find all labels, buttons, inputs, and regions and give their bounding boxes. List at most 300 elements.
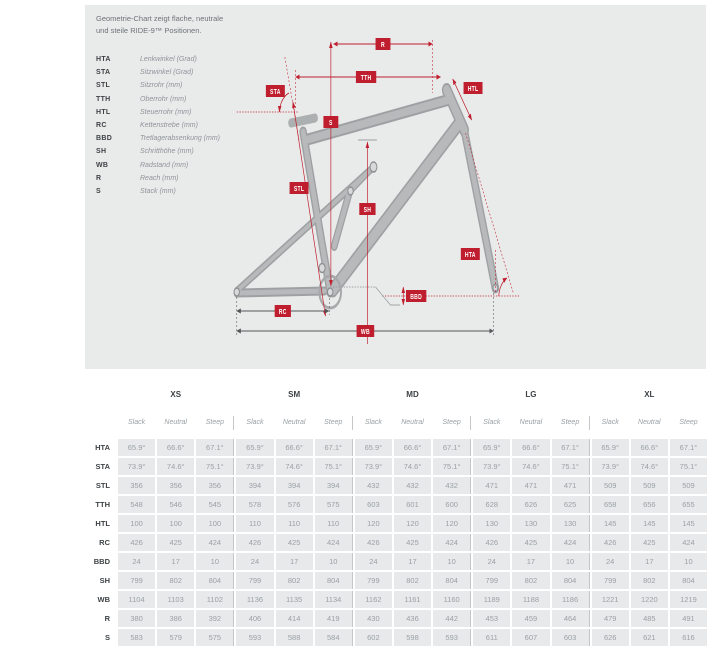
table-cell: 1186 [552,591,589,608]
table-cell: 471 [473,477,510,494]
table-cell: 414 [276,610,313,627]
row-label: HTL [95,519,110,528]
legend [96,53,220,198]
table-cell: 100 [196,515,233,532]
size-group [352,477,470,494]
table-cell: 802 [394,572,431,589]
table-cell: 75.1° [196,458,233,475]
legend-abbr: HTA [96,56,111,64]
size-header: XL [644,390,655,399]
table-cell: 75.1° [315,458,352,475]
legend-row [96,93,220,106]
table-cell: 799 [355,572,392,589]
table-cell: 655 [670,496,707,513]
position-header: Neutral [164,419,187,426]
table-cell: 432 [433,477,470,494]
legend-desc: Oberrohr (mm) [140,95,187,103]
size-group [115,610,233,627]
table-cell: 611 [473,629,510,646]
size-group [233,388,351,402]
size-group [470,534,588,551]
table-cell: 145 [631,515,668,532]
table-cell: 1103 [157,591,194,608]
table-cell: 75.1° [552,458,589,475]
legend-row [96,145,220,158]
table-row [85,439,707,456]
table-cell: 424 [552,534,589,551]
table-cell: 66.6° [276,439,313,456]
table-cell: 66.6° [157,439,194,456]
table-cell: 24 [473,553,510,570]
table-cell: 17 [512,553,549,570]
size-group [352,591,470,608]
size-group [589,629,707,646]
table-cell: 583 [118,629,155,646]
table-cell: 73.9° [355,458,392,475]
table-cell: 603 [552,629,589,646]
table-cell: 426 [236,534,273,551]
table-body [85,439,707,646]
table-cell: 802 [631,572,668,589]
table-cell: 425 [512,534,549,551]
badge-wb [357,325,375,337]
table-cell: 24 [236,553,273,570]
table-cell: 1104 [118,591,155,608]
legend-row [96,66,220,79]
table-cell: 1188 [512,591,549,608]
table-cell: 110 [315,515,352,532]
row-label: HTA [95,443,110,452]
position-header: Slack [128,419,146,426]
table-cell: 509 [631,477,668,494]
table-cell: 578 [236,496,273,513]
position-header: Slack [483,419,501,426]
table-cell: 145 [592,515,629,532]
size-group [470,458,588,475]
badge-hta [461,248,480,260]
badge-bbd-label: BBD [410,293,423,302]
size-group [115,572,233,589]
table-cell: 24 [355,553,392,570]
badge-sta [266,85,285,97]
table-cell: 509 [592,477,629,494]
table-cell: 584 [315,629,352,646]
size-group [470,515,588,532]
table-cell: 603 [355,496,392,513]
table-cell: 424 [315,534,352,551]
table-cell: 432 [355,477,392,494]
badge-r [376,38,391,50]
badge-s-label: S [329,119,333,128]
table-cell: 1220 [631,591,668,608]
table-cell: 65.9° [236,439,273,456]
badge-hta-label: HTA [464,251,476,260]
table-cell: 598 [394,629,431,646]
table-row [85,572,707,589]
size-header-row [85,388,707,402]
table-cell: 10 [552,553,589,570]
size-group [352,629,470,646]
size-header: XS [170,390,182,399]
legend-abbr: WB [96,161,109,169]
size-group [233,534,351,551]
table-cell: 73.9° [473,458,510,475]
table-cell: 442 [433,610,470,627]
table-cell: 545 [196,496,233,513]
table-cell: 425 [631,534,668,551]
table-cell: 394 [236,477,273,494]
position-header: Neutral [282,419,306,426]
table-cell: 548 [118,496,155,513]
size-group [470,496,588,513]
table-cell: 509 [670,477,707,494]
badge-sh-label: SH [363,206,372,215]
table-cell: 65.9° [118,439,155,456]
table-cell: 425 [394,534,431,551]
row-label: STL [95,481,110,490]
row-label-spacer [85,416,115,430]
size-group [233,439,351,456]
badge-stl [290,182,309,194]
table-cell: 626 [592,629,629,646]
table-cell: 24 [592,553,629,570]
table-cell: 110 [276,515,313,532]
table-cell: 426 [355,534,392,551]
size-header: MD [406,390,419,399]
size-header: SM [288,390,301,399]
size-group [589,553,707,570]
geometry-panel [85,5,706,369]
legend-abbr: TTH [96,95,111,103]
size-group [115,553,233,570]
table-cell: 799 [118,572,155,589]
position-group [470,416,588,430]
legend-abbr: S [96,187,101,195]
badge-rc [275,305,291,317]
table-cell: 616 [670,629,707,646]
table-cell: 485 [631,610,668,627]
legend-desc: Kettenstrebe (mm) [140,122,198,130]
table-cell: 471 [512,477,549,494]
table-cell: 602 [355,629,392,646]
table-row [85,629,707,646]
table-cell: 459 [512,610,549,627]
table-cell: 426 [473,534,510,551]
table-cell: 100 [118,515,155,532]
position-header: Steep [679,419,698,426]
table-cell: 110 [236,515,273,532]
size-group [589,388,707,402]
table-cell: 464 [552,610,589,627]
row-label-spacer [85,388,115,402]
table-cell: 67.1° [433,439,470,456]
badge-htl [464,82,483,94]
size-group [589,477,707,494]
legend-desc: Reach (mm) [140,174,179,182]
table-cell: 471 [552,477,589,494]
position-header: Steep [442,419,461,426]
table-cell: 1162 [355,591,392,608]
table-cell: 424 [433,534,470,551]
saddle [288,113,318,128]
row-label: SH [99,576,110,585]
table-cell: 601 [394,496,431,513]
table-cell: 67.1° [552,439,589,456]
legend-row [96,119,220,132]
table-cell: 432 [394,477,431,494]
table-cell: 419 [315,610,352,627]
table-cell: 658 [592,496,629,513]
position-header: Slack [601,419,619,426]
legend-abbr: STL [96,82,111,90]
size-group [352,439,470,456]
size-group [589,439,707,456]
size-header: LG [525,390,537,399]
table-cell: 66.6° [394,439,431,456]
position-header: Steep [205,419,224,426]
legend-desc: Tretlagerabsenkung (mm) [140,135,221,143]
table-cell: 17 [157,553,194,570]
size-group [352,610,470,627]
table-cell: 392 [196,610,233,627]
table-cell: 600 [433,496,470,513]
size-group [470,439,588,456]
table-cell: 17 [394,553,431,570]
size-group [352,458,470,475]
table-cell: 436 [394,610,431,627]
table-cell: 546 [157,496,194,513]
table-cell: 1136 [236,591,273,608]
legend-abbr: RC [96,122,107,130]
badge-sta-label: STA [270,88,281,97]
table-row [85,477,707,494]
table-cell: 120 [394,515,431,532]
size-group [352,572,470,589]
position-header: Neutral [638,419,661,426]
badge-htl-label: HTL [467,85,479,94]
legend-abbr: HTL [96,108,111,116]
badge-tth [356,71,376,83]
table-cell: 17 [631,553,668,570]
size-group [115,629,233,646]
table-cell: 607 [512,629,549,646]
position-header: Neutral [401,419,424,426]
table-cell: 804 [196,572,233,589]
table-row [85,553,707,570]
legend-row [96,172,220,185]
size-group [233,477,351,494]
table-cell: 802 [157,572,194,589]
size-group [233,610,351,627]
table-row [85,610,707,627]
legend-desc: Stack (mm) [140,187,176,195]
size-group [470,477,588,494]
table-cell: 406 [236,610,273,627]
table-cell: 799 [236,572,273,589]
legend-desc: Sitzrohr (mm) [140,82,183,90]
size-group [233,591,351,608]
size-group [470,591,588,608]
table-cell: 356 [157,477,194,494]
table-cell: 65.9° [355,439,392,456]
table-cell: 621 [631,629,668,646]
row-label: RC [99,538,110,547]
table-cell: 394 [276,477,313,494]
badge-s [323,116,338,128]
badge-r-label: R [381,41,385,50]
table-cell: 130 [552,515,589,532]
legend-abbr: R [96,174,102,182]
table-cell: 65.9° [473,439,510,456]
table-cell: 73.9° [236,458,273,475]
legend-row [96,53,220,66]
hta-arc [499,278,507,296]
table-cell: 424 [196,534,233,551]
size-group [115,458,233,475]
table-row [85,496,707,513]
table-cell: 1134 [315,591,352,608]
legend-abbr: SH [96,148,107,156]
table-cell: 1135 [276,591,313,608]
table-cell: 74.6° [394,458,431,475]
table-cell: 804 [315,572,352,589]
size-group [352,553,470,570]
badge-rc-label: RC [278,308,287,317]
table-cell: 65.9° [592,439,629,456]
intro-text [96,13,223,37]
size-group [589,591,707,608]
table-cell: 804 [433,572,470,589]
table-cell: 588 [276,629,313,646]
table-cell: 24 [118,553,155,570]
badge-bbd [406,290,426,302]
table-cell: 1160 [433,591,470,608]
legend-desc: Lenkwinkel (Grad) [140,56,197,64]
legend-row [96,106,220,119]
table-row [85,515,707,532]
table-cell: 479 [592,610,629,627]
size-group [352,515,470,532]
legend-row [96,79,220,92]
size-group [233,496,351,513]
legend-desc: Radstand (mm) [140,161,189,169]
table-row [85,534,707,551]
table-cell: 802 [276,572,313,589]
table-cell: 75.1° [670,458,707,475]
position-header: Steep [560,419,580,426]
table-cell: 799 [592,572,629,589]
size-group [470,553,588,570]
table-cell: 804 [670,572,707,589]
table-cell: 75.1° [433,458,470,475]
badge-tth-label: TTH [360,74,372,83]
table-cell: 73.9° [592,458,629,475]
table-cell: 576 [276,496,313,513]
table-cell: 10 [670,553,707,570]
size-group [589,610,707,627]
size-group [115,515,233,532]
badge-stl-label: STL [293,185,305,194]
table-cell: 628 [473,496,510,513]
legend-row [96,159,220,172]
table-cell: 394 [315,477,352,494]
size-group [589,515,707,532]
table-cell: 356 [118,477,155,494]
table-cell: 74.6° [157,458,194,475]
size-group [115,477,233,494]
size-group [115,591,233,608]
row-label: TTH [95,500,110,509]
table-cell: 593 [236,629,273,646]
table-cell: 145 [670,515,707,532]
table-cell: 10 [433,553,470,570]
table-cell: 1189 [473,591,510,608]
table-cell: 10 [315,553,352,570]
table-cell: 386 [157,610,194,627]
table-cell: 430 [355,610,392,627]
badge-wb-label: WB [360,328,370,337]
table-cell: 1161 [394,591,431,608]
legend-desc: Steuerrohr (mm) [140,108,192,116]
table-cell: 426 [592,534,629,551]
table-cell: 1102 [196,591,233,608]
size-group [589,458,707,475]
size-group [352,388,470,402]
size-group [233,553,351,570]
table-cell: 100 [157,515,194,532]
table-row [85,591,707,608]
table-cell: 380 [118,610,155,627]
size-group [115,388,233,402]
table-cell: 802 [512,572,549,589]
position-group [589,416,707,430]
table-cell: 1221 [592,591,629,608]
row-label: STA [95,462,110,471]
table-cell: 656 [631,496,668,513]
size-group [470,610,588,627]
size-group [470,572,588,589]
table-cell: 66.6° [631,439,668,456]
table-cell: 67.1° [315,439,352,456]
size-group [352,534,470,551]
table-cell: 17 [276,553,313,570]
table-cell: 73.9° [118,458,155,475]
table-cell: 491 [670,610,707,627]
size-group [589,496,707,513]
table-cell: 626 [512,496,549,513]
position-header: Slack [364,419,382,426]
table-cell: 130 [473,515,510,532]
table-cell: 67.1° [196,439,233,456]
position-header: Neutral [519,419,543,426]
badge-sh [359,203,375,215]
size-group [233,515,351,532]
table-cell: 74.6° [512,458,549,475]
size-group [470,388,588,402]
row-label: BBD [93,557,110,566]
position-group [352,416,470,430]
size-group [233,629,351,646]
row-label: S [104,633,110,642]
table-row [85,458,707,475]
table-cell: 424 [670,534,707,551]
row-label: WB [97,595,110,604]
legend-abbr: STA [96,69,111,77]
size-group [589,572,707,589]
geometry-table [85,388,707,648]
size-group [352,496,470,513]
table-cell: 426 [118,534,155,551]
